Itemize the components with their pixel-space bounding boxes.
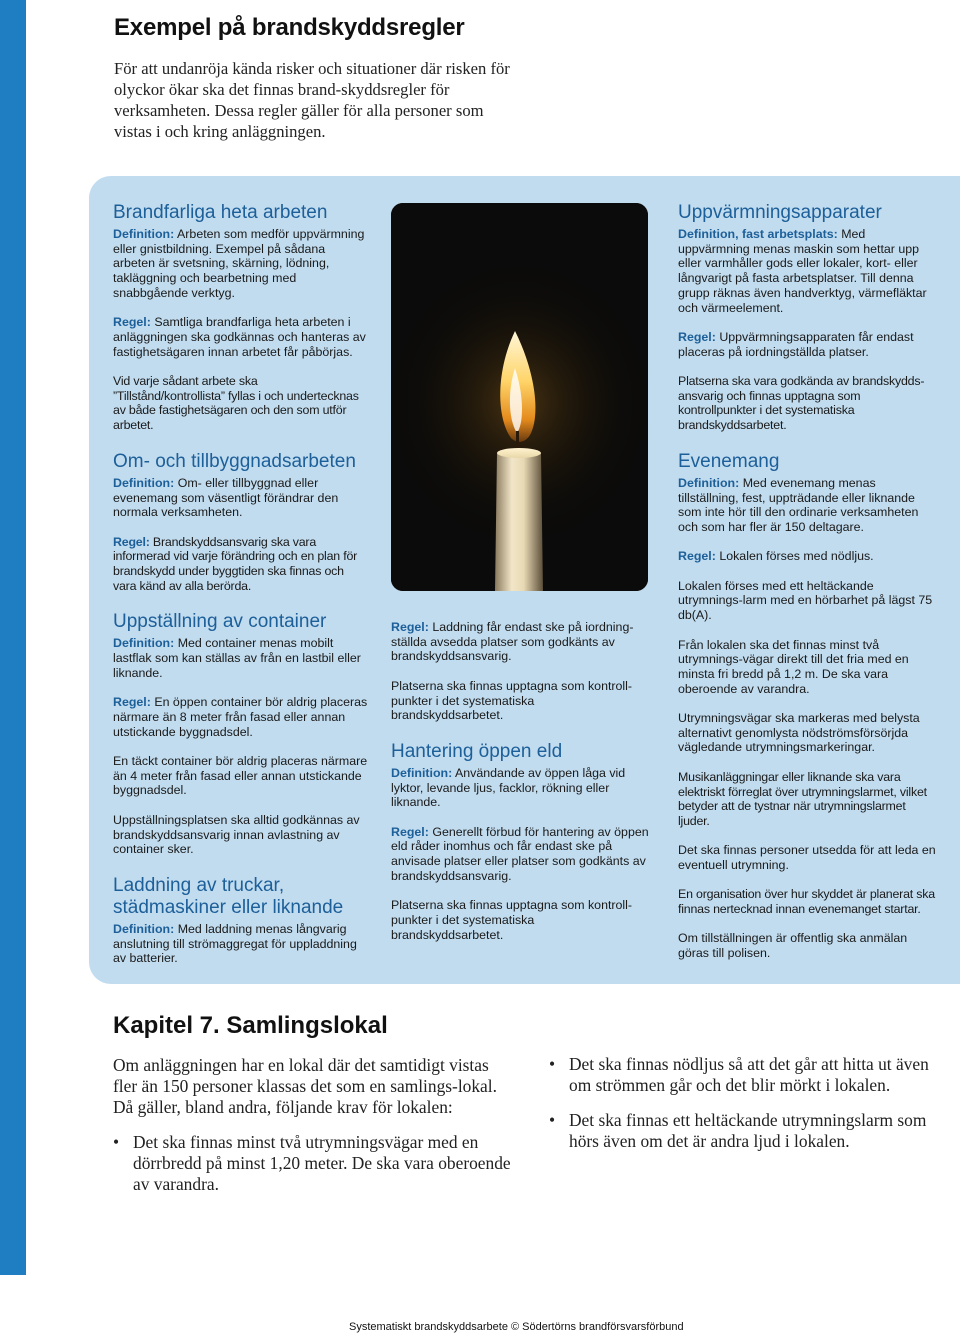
evenemang-paragraph: Från lokalen ska det finnas minst två utrymnings-vägar direkt till det fria med en minsta fri bredd på 1,2 m. De ska vara oberoende av varandra. xyxy=(678,637,909,696)
heading-evenemang: Evenemang xyxy=(678,450,780,472)
chapter-intro: Om anläggningen har en lokal där det samtidigt vistas fler än 150 personer klassas det som en samlings-lokal. Då gäller, bland andra, följande krav för lokalen: xyxy=(113,1055,497,1117)
definition-heta: Definition: Arbeten som medför uppvärmning eller gnistbildning. Exempel på sådana arbeten är svetsning, skärning, lödning, takläggning och bearbetning med snabbgående verktyg. xyxy=(113,227,365,300)
section-truckar xyxy=(113,875,369,966)
evenemang-paragraph: Utrymningsvägar ska markeras med belysta alternativt genomlysta nödströmsförsörjda vägledande utrymningsmarkeringar. xyxy=(678,711,920,755)
right-column xyxy=(678,202,936,976)
definition-truckar: Definition: Med laddning menas långvarig anslutning till strömaggregat för uppladdning av batterier. xyxy=(113,921,357,966)
chapter-prefix: Kapitel 7. xyxy=(113,1012,220,1039)
rule-evenemang: Regel: Lokalen förses med nödljus. xyxy=(678,549,874,564)
rule-eld: Regel: Generellt förbud för hantering av öppen eld råder inomhus och får endast ske på anvisade platser eller platser som godkänts av brandskyddsansvarig. xyxy=(391,824,649,883)
container-paragraph-2: En täckt container bör aldrig placeras närmare än 4 meter från fasad eller annan utstickande byggnadsdel. xyxy=(113,754,368,798)
evenemang-paragraph: En organisation över hur skyddet är planerat ska finnas nertecknad innan evenemanget startar. xyxy=(678,887,935,917)
heading-om-tillbyggnad: Om- och tillbyggnadsarbeten xyxy=(113,450,356,472)
left-column xyxy=(113,202,369,981)
evenemang-paragraph: Det ska finnas personer utsedda för att leda en eventuell utrymning. xyxy=(678,843,936,872)
heading-heta-arbeten: Brandfarliga heta arbeten xyxy=(113,202,328,223)
definition-bygg: Definition: Om- eller tillbyggnad eller evenemang som väsentligt förändrar den normala verksamheten. xyxy=(113,475,339,520)
rule-heta: Regel: Samtliga brandfarliga heta arbeten i anläggningen ska godkännas och hanteras av fastighetsägaren innan arbetet får påbörjas. xyxy=(113,315,366,359)
footer-text: Systematiskt brandskyddsarbete © Södertörns brandförsvarsförbund xyxy=(349,1321,684,1333)
rule-container: Regel: En öppen container bör aldrig placeras närmare än 8 meter från fasad eller annan utstickande byggnadsdel. xyxy=(113,695,368,739)
definition-uppvarmning: Definition, fast arbetsplats: Med uppvärmning menas maskin som hettar upp eller varmhåller gods eller lokaler, kort- eller långvarigt på fasta arbetsplatser. Till denna grupp räknas även handverktyg, värmefläktar och värmeelement. xyxy=(678,227,927,315)
truckar-paragraph-2: Platserna ska finnas upptagna som kontroll-punkter i det systematiska brandskyddsarbetet. xyxy=(391,678,633,723)
section-uppvarmning xyxy=(678,202,936,433)
heading-container: Uppställning av container xyxy=(113,611,327,633)
chapter-heading xyxy=(113,1012,388,1040)
list-item: • Det ska finnas ett heltäckande utrymningslarm som hörs även om det är andra ljud i lokalen. xyxy=(549,1110,929,1152)
heading-uppvarmning: Uppvärmningsapparater xyxy=(678,202,882,223)
blue-side-bar xyxy=(0,0,26,1275)
uppvarmning-paragraph-2: Platserna ska vara godkända av brandskydds-ansvarig och finnas upptagna som kontrollpunkter i det systematiska brandskyddsarbetet. xyxy=(678,374,925,433)
candle-icon xyxy=(391,203,648,591)
middle-column xyxy=(391,620,649,957)
evenemang-paragraph: Lokalen förses med ett heltäckande utrymnings-larm med en hörbarhet på lägst 75 db(A). xyxy=(678,578,933,623)
candle-photo xyxy=(391,203,648,591)
section-oppen-eld xyxy=(391,741,649,942)
section-om-tillbyggnad xyxy=(113,451,369,594)
section-heta-arbeten xyxy=(113,202,369,433)
list-item: • Det ska finnas nödljus så att det går att hitta ut även om strömmen går och det blir mörkt i lokalen. xyxy=(549,1054,929,1096)
definition-eld: Definition: Användande av öppen låga vid lyktor, levande ljus, facklor, rökning eller liknande. xyxy=(391,765,626,810)
heading-truckar: Laddning av truckar, städmaskiner eller liknande xyxy=(113,874,344,918)
list-item: • Det ska finnas minst två utrymningsvägar med en dörrbredd på minst 1,20 meter. De ska vara oberoende av varandra. xyxy=(113,1132,513,1195)
definition-container: Definition: Med container menas mobilt lastflak som kan ställas av från en lastbil eller liknande. xyxy=(113,636,361,680)
heading-oppen-eld: Hantering öppen eld xyxy=(391,740,563,762)
definition-evenemang: Definition: Med evenemang menas tillställning, fest, uppträdande eller liknande som inte hör till den ordinarie verksamheten och som har fler är 150 deltagare. xyxy=(678,475,919,534)
section-evenemang xyxy=(678,451,936,961)
rule-bygg: Regel: Brandskyddsansvarig ska vara informerad vid varje förändring och en plan för brandskydd under byggtiden ska finnas och vara känd av alla berörda. xyxy=(113,534,358,593)
requirements-list-right xyxy=(549,1054,929,1164)
eld-paragraph-2: Platserna ska finnas upptagna som kontroll-punkter i det systematiska brandskyddsarbetet. xyxy=(391,898,633,942)
evenemang-paragraph: Musikanläggningar eller liknande ska vara elektriskt förreglat över utrymningslarmet, vilket betyder att de tystnar när utrymningslarmet ljuder. xyxy=(678,769,927,828)
evenemang-paragraph: Om tillställningen är offentlig ska anmälan göras till polisen. xyxy=(678,931,908,961)
section-container xyxy=(113,611,369,857)
chapter-title: Samlingslokal xyxy=(226,1012,388,1039)
rule-truckar: Regel: Laddning får endast ske på iordning-ställda avsedda platser som godkänts av brandskyddsansvarig. xyxy=(391,620,634,664)
container-paragraph-3: Uppställningsplatsen ska alltid godkännas av brandskyddsansvarig innan avlastning av container sker. xyxy=(113,812,360,857)
intro-paragraph: För att undanröja kända risker och situationer där risken för olyckor ökar ska det finnas brand-skyddsregler för verksamheten. Dessa regler gäller för alla personer som vistas i och kring anläggningen. xyxy=(114,59,510,141)
requirements-list-left xyxy=(113,1132,513,1207)
page-title: Exempel på brandskyddsregler xyxy=(114,14,465,41)
rule-uppvarmning: Regel: Uppvärmningsapparaten får endast placeras på iordningställda platser. xyxy=(678,329,914,359)
extra-heta: Vid varje sådant arbete ska ”Tillstånd/kontrollista” fyllas i och undertecknas av både fastighetsägaren och den som utför arbetet. xyxy=(113,374,359,433)
